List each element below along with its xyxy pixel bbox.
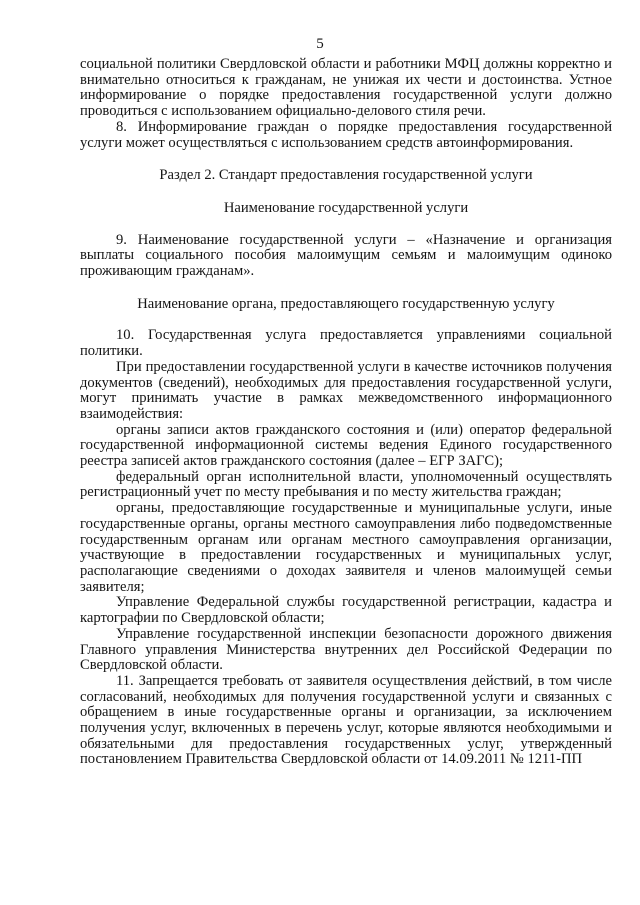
subheading-providing-authority: Наименование органа, предоставляющего государственную услугу (137, 295, 555, 312)
document-body (80, 57, 612, 768)
paragraph-mfc-conduct: социальной политики Свердловской области и работники МФЦ должны корректно и внимательно относиться к гражданам, не унижая их чести и достоинства. Устное информирование о порядке предоставления государственной услуги должно проводиться с использованием официально-делового стиля речи. (80, 56, 612, 120)
list-item-service-bodies: органы, предоставляющие государственные и муниципальные услуги, иные государственные органы, органы местного самоуправления либо подведомственные государственным органам или органам местного самоуправления организации, участвующие в предоставлении государственных и муниципальных услуг, располагающие сведениями о доходах заявителя и членов малоимущей семьи заявителя; (80, 500, 612, 595)
paragraph-interagency-sources: При предоставлении государственной услуги в качестве источников получения документов (сведений), необходимых для предоставления государственной услуги, могут принимать участие в рамках межведомственного информационного взаимодействия: (80, 358, 612, 422)
list-item-civil-registry: органы записи актов гражданского состояния и (или) оператор федеральной государственной информационной системы ведения Единого государственного реестра записей актов гражданского состояния (далее – ЕГР ЗАГС); (80, 421, 612, 470)
page-number: 5 (316, 36, 324, 52)
subheading-service-name: Наименование государственной услуги (223, 199, 469, 216)
list-item-traffic-inspection: Управление государственной инспекции безопасности дорожного движения Главного управления Министерства внутренних дел Российской Федерации по Свердловской области. (80, 625, 612, 674)
paragraph-9-service-name: 9. Наименование государственной услуги – «Назначение и организация выплаты социального пособия малоимущим семьям и малоимущим одиноко проживающим гражданам». (80, 231, 612, 280)
paragraph-11-prohibition: 11. Запрещается требовать от заявителя осуществления действий, в том числе согласований, необходимых для получения государственной услуги и связанных с обращением в иные государственные органы и организации, за исключением получения услуг, включенных в перечень услуг, которые являются необходимыми и обязательными для предоставления государственных услуг, утвержденный постановлением Правительства Свердловской области от 14.09.2011 № 1211-ПП (80, 672, 612, 768)
list-item-rosreestr: Управление Федеральной службы государственной регистрации, кадастра и картографии по Свердловской области; (80, 594, 612, 627)
paragraph-10-provider: 10. Государственная услуга предоставляется управлениями социальной политики. (80, 327, 612, 360)
list-item-federal-migration: федеральный орган исполнительной власти, уполномоченный осуществлять регистрационный учет по месту пребывания и по месту жительства граждан; (80, 468, 612, 501)
paragraph-8-autoinforming: 8. Информирование граждан о порядке предоставления государственной услуги может осуществляться с использованием средств автоинформирования. (80, 118, 612, 151)
section-2-heading: Раздел 2. Стандарт предоставления государственной услуги (159, 167, 533, 184)
